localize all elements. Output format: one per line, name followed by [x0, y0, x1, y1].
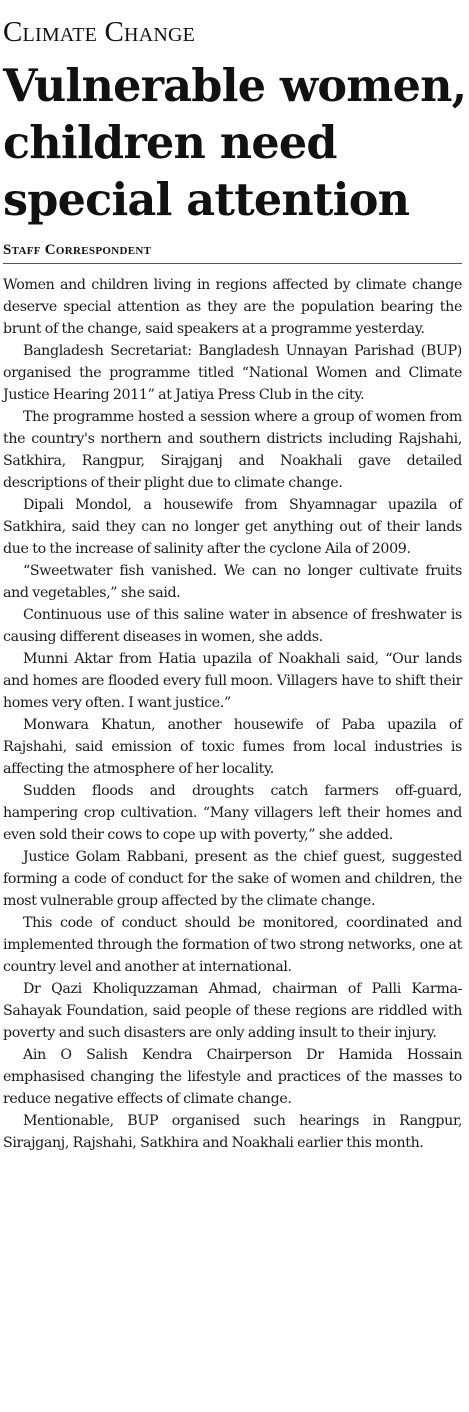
- paragraph: Women and children living in regions affected by climate change deserve special attention as they are the population bearing the brunt of the change, said speakers at a programme yesterday.: [3, 277, 462, 337]
- section-kicker: Climate Change: [3, 16, 196, 48]
- paragraph: Justice Golam Rabbani, present as the chief guest, suggested forming a code of conduct for the sake of women and children, the most vulnerable group affected by the climate change.: [3, 849, 462, 909]
- headline-line-2: children need: [3, 117, 337, 169]
- paragraph: The programme hosted a session where a group of women from the country's northern and southern districts including Rajshahi, Satkhira, Rangpur, Sirajganj and Noakhali gave detailed descriptions of their plight due to climate change.: [3, 409, 462, 491]
- article-headline: [3, 58, 467, 229]
- byline: Staff Correspondent: [3, 241, 462, 264]
- article-body: [3, 274, 462, 1154]
- news-article: [3, 0, 467, 1154]
- paragraph: Continuous use of this saline water in absence of freshwater is causing different diseases in women, she adds.: [3, 607, 462, 645]
- paragraph: Monwara Khatun, another housewife of Paba upazila of Rajshahi, said emission of toxic fumes from local industries is affecting the atmosphere of her locality.: [3, 717, 462, 777]
- paragraph: Dr Qazi Kholiquzzaman Ahmad, chairman of Palli Karma-Sahayak Foundation, said people of these regions are riddled with poverty and such disasters are only adding insult to their injury.: [3, 981, 462, 1041]
- paragraph: Dipali Mondol, a housewife from Shyamnagar upazila of Satkhira, said they can no longer get anything out of their lands due to the increase of salinity after the cyclone Aila of 2009.: [3, 497, 462, 557]
- paragraph: Mentionable, BUP organised such hearings in Rangpur, Sirajganj, Rajshahi, Satkhira and Noakhali earlier this month.: [3, 1113, 462, 1151]
- paragraph: Ain O Salish Kendra Chairperson Dr Hamida Hossain emphasised changing the lifestyle and practices of the masses to reduce negative effects of climate change.: [3, 1047, 462, 1107]
- paragraph: Sudden floods and droughts catch farmers off-guard, hampering crop cultivation. “Many villagers left their homes and even sold their cows to cope up with poverty,” she added.: [3, 783, 462, 843]
- paragraph: Bangladesh Secretariat: Bangladesh Unnayan Parishad (BUP) organised the programme titled “National Women and Climate Justice Hearing 2011” at Jatiya Press Club in the city.: [3, 343, 462, 403]
- paragraph: Munni Aktar from Hatia upazila of Noakhali said, “Our lands and homes are flooded every full moon. Villagers have to shift their homes very often. I want justice.”: [3, 651, 462, 711]
- paragraph: “Sweetwater fish vanished. We can no longer cultivate fruits and vegetables,” she said.: [3, 563, 462, 601]
- headline-line-1: Vulnerable women,: [3, 60, 467, 112]
- paragraph: This code of conduct should be monitored, coordinated and implemented through the formation of two strong networks, one at country level and another at international.: [3, 915, 462, 975]
- headline-line-3: special attention: [3, 174, 410, 226]
